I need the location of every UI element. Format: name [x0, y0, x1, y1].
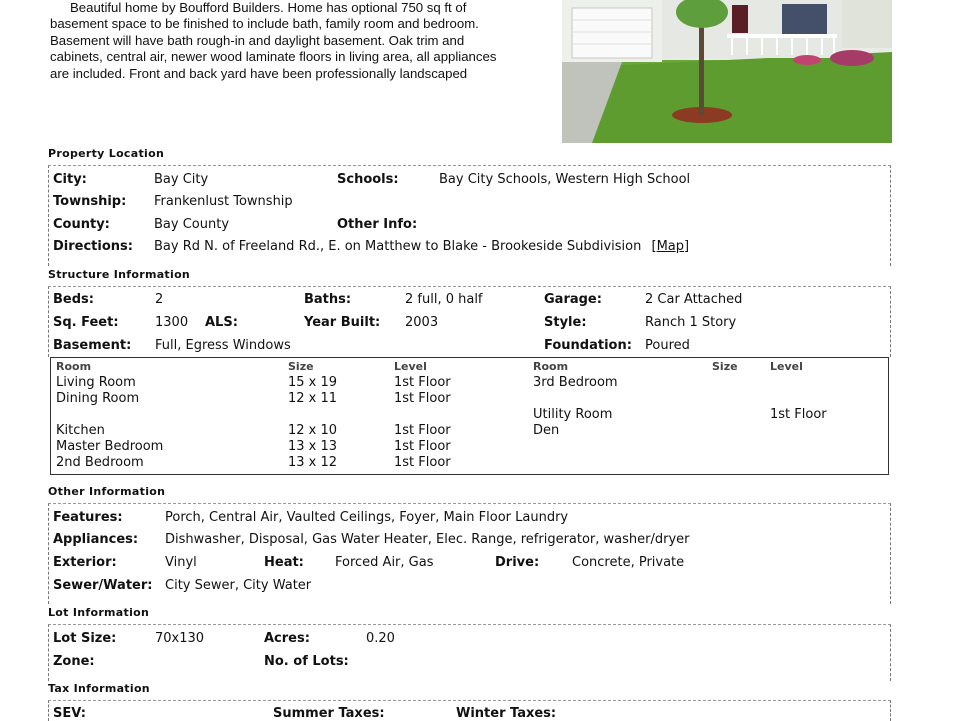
style-value: Ranch 1 Story — [645, 315, 737, 330]
room-level: 1st Floor — [394, 391, 451, 406]
sev-label: SEV: — [53, 706, 86, 721]
room-name: Utility Room — [533, 407, 613, 422]
description-line: basement space to be finished to include bath, family room and bedroom. — [50, 16, 479, 32]
drive-value: Concrete, Private — [572, 555, 685, 570]
county-value: Bay County — [154, 217, 230, 232]
lot-size-value: 70x130 — [155, 631, 205, 646]
tax-info-title: Tax Information — [48, 682, 150, 695]
directions-label: Directions: — [53, 239, 133, 254]
level-header: Level — [394, 360, 427, 373]
property-location-title: Property Location — [48, 147, 165, 160]
beds-label: Beds: — [53, 292, 94, 307]
house-photo — [562, 0, 892, 143]
property-description — [50, 0, 550, 82]
foundation-value: Poured — [645, 338, 690, 353]
drive-label: Drive: — [495, 555, 540, 570]
room-name: 3rd Bedroom — [533, 375, 618, 390]
zone-label: Zone: — [53, 654, 95, 669]
room-size: 15 x 19 — [288, 375, 338, 390]
style-label: Style: — [544, 315, 587, 330]
year-built-value: 2003 — [405, 315, 439, 330]
baths-label: Baths: — [304, 292, 352, 307]
als-label: ALS: — [205, 315, 238, 330]
room-level: 1st Floor — [394, 455, 451, 470]
township-label: Township: — [53, 194, 127, 209]
room-level: 1st Floor — [394, 375, 451, 390]
acres-label: Acres: — [264, 631, 310, 646]
features-label: Features: — [53, 510, 123, 525]
features-value: Porch, Central Air, Vaulted Ceilings, Foyer, Main Floor Laundry — [165, 510, 569, 525]
size-header: Size — [288, 360, 314, 373]
room-size: 12 x 11 — [288, 391, 338, 406]
year-built-label: Year Built: — [304, 315, 381, 330]
directions-value — [154, 239, 689, 254]
exterior-value: Vinyl — [165, 555, 197, 570]
winter-taxes-label: Winter Taxes: — [456, 706, 557, 721]
map-link[interactable]: Map — [656, 239, 684, 254]
sewer-water-value: City Sewer, City Water — [165, 578, 312, 593]
rooms-table — [50, 357, 889, 475]
no-of-lots-label: No. of Lots: — [264, 654, 349, 669]
room-name: Master Bedroom — [56, 439, 164, 454]
map-bracket-open: [ — [651, 239, 657, 254]
schools-value: Bay City Schools, Western High School — [439, 172, 691, 187]
level-header-right: Level — [770, 360, 803, 373]
description-line: Basement will have bath rough-in and daylight basement. Oak trim and — [50, 32, 465, 48]
heat-label: Heat: — [264, 555, 304, 570]
baths-value: 2 full, 0 half — [405, 292, 483, 307]
appliances-label: Appliances: — [53, 532, 139, 547]
description-line: are included. Front and back yard have been professionally landscaped — [50, 65, 468, 81]
city-value: Bay City — [154, 172, 209, 187]
room-name: Dining Room — [56, 391, 140, 406]
summer-taxes-label: Summer Taxes: — [273, 706, 385, 721]
map-bracket-close: ] — [684, 239, 690, 254]
structure-info-title: Structure Information — [48, 268, 191, 281]
foundation-label: Foundation: — [544, 338, 632, 353]
size-header-right: Size — [712, 360, 738, 373]
heat-value: Forced Air, Gas — [335, 555, 434, 570]
description-line: Beautiful home by Boufford Builders. Home has optional 750 sq ft of — [70, 0, 467, 15]
room-name: Kitchen — [56, 423, 105, 438]
basement-label: Basement: — [53, 338, 132, 353]
room-size: 13 x 12 — [288, 455, 338, 470]
room-size: 13 x 13 — [288, 439, 338, 454]
county-label: County: — [53, 217, 110, 232]
exterior-label: Exterior: — [53, 555, 117, 570]
directions-text: Bay Rd N. of Freeland Rd., E. on Matthew to Blake - Brookeside Subdivision — [154, 239, 642, 254]
room-level: 1st Floor — [770, 407, 827, 422]
sewer-water-label: Sewer/Water: — [53, 578, 153, 593]
garage-value: 2 Car Attached — [645, 292, 743, 307]
room-header-right: Room — [533, 360, 569, 373]
other-info-title: Other Information — [48, 485, 166, 498]
description-line: cabinets, central air, newer wood laminate floors in living area, all appliances — [50, 49, 497, 65]
sqft-value: 1300 — [155, 315, 189, 330]
township-value: Frankenlust Township — [154, 194, 293, 209]
lot-size-label: Lot Size: — [53, 631, 117, 646]
basement-value: Full, Egress Windows — [155, 338, 291, 353]
beds-value: 2 — [155, 292, 164, 307]
other-info-label: Other Info: — [337, 217, 418, 232]
room-level: 1st Floor — [394, 423, 451, 438]
room-level: 1st Floor — [394, 439, 451, 454]
room-header: Room — [56, 360, 92, 373]
room-name: Den — [533, 423, 560, 438]
appliances-value: Dishwasher, Disposal, Gas Water Heater, Elec. Range, refrigerator, washer/dryer — [165, 532, 690, 547]
sqft-label: Sq. Feet: — [53, 315, 119, 330]
lot-info-title: Lot Information — [48, 606, 150, 619]
room-size: 12 x 10 — [288, 423, 338, 438]
room-name: Living Room — [56, 375, 136, 390]
room-name: 2nd Bedroom — [56, 455, 144, 470]
schools-label: Schools: — [337, 172, 399, 187]
acres-value: 0.20 — [366, 631, 395, 646]
city-label: City: — [53, 172, 87, 187]
garage-label: Garage: — [544, 292, 602, 307]
